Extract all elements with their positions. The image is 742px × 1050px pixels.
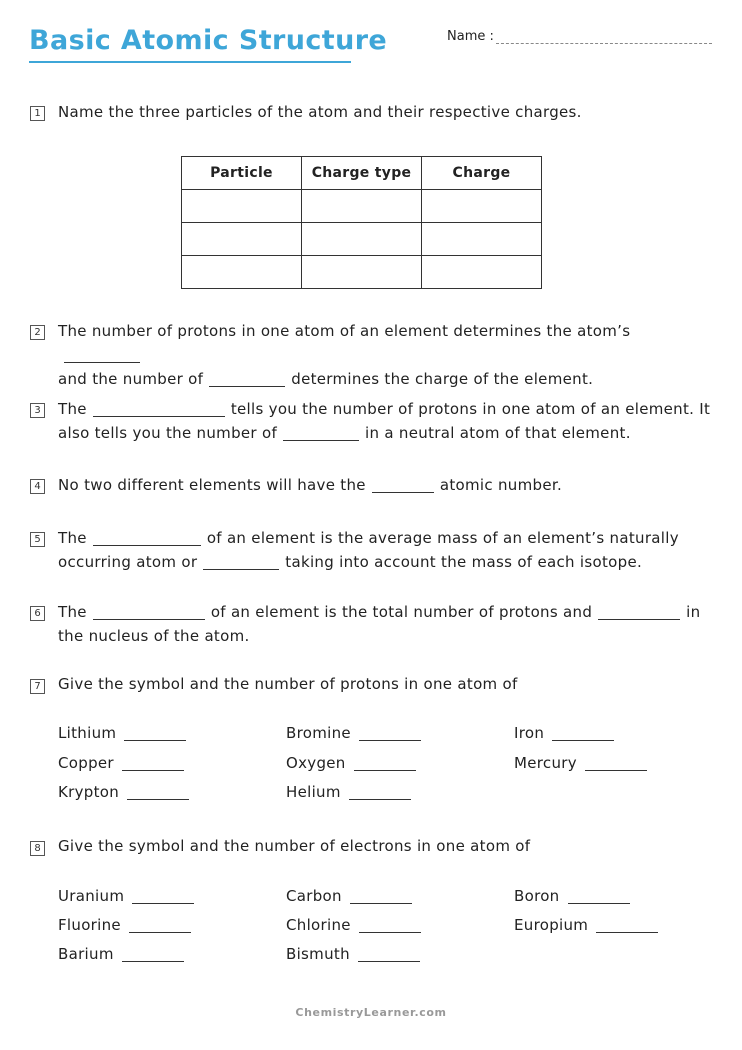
- name-field[interactable]: [496, 43, 712, 44]
- q6-line1-a: The: [58, 603, 87, 621]
- q6-line2-a: the nucleus of the atom.: [58, 627, 250, 645]
- element-name: Lithium: [58, 724, 117, 742]
- q5-line1-a: The: [58, 529, 87, 547]
- question-number-3: 3: [30, 403, 45, 418]
- q8-element-fluorine: [58, 915, 197, 935]
- element-name: Oxygen: [286, 754, 346, 772]
- table-cell[interactable]: [182, 190, 302, 223]
- question-1-text: Name the three particles of the atom and their respective charges.: [58, 103, 582, 121]
- answer-blank[interactable]: [350, 887, 412, 904]
- answer-blank[interactable]: [359, 724, 421, 741]
- q2-blank-2[interactable]: [209, 370, 285, 387]
- table-cell[interactable]: [182, 223, 302, 256]
- element-name: Europium: [514, 916, 589, 934]
- q8-element-boron: [514, 886, 636, 906]
- header-charge: Charge: [422, 157, 542, 190]
- q5-line2-a: occurring atom or: [58, 553, 198, 571]
- table-cell[interactable]: [422, 190, 542, 223]
- table-cell[interactable]: [302, 223, 422, 256]
- element-name: Bromine: [286, 724, 351, 742]
- element-name: Bismuth: [286, 945, 350, 963]
- header-particle: Particle: [182, 157, 302, 190]
- q2-line1-a: The number of protons in one atom of an element determines the atom’s: [58, 322, 631, 340]
- answer-blank[interactable]: [358, 945, 420, 962]
- element-name: Copper: [58, 754, 114, 772]
- question-6-text: [58, 600, 713, 648]
- element-name: Helium: [286, 783, 341, 801]
- element-name: Fluorine: [58, 916, 121, 934]
- q2-line2-b: determines the charge of the element.: [291, 370, 594, 388]
- q7-element-bromine: [286, 723, 427, 743]
- question-2-text: [58, 319, 713, 391]
- table-cell[interactable]: [302, 256, 422, 289]
- q3-line1-a: The: [58, 400, 87, 418]
- q3-blank-1[interactable]: [93, 400, 225, 417]
- q8-element-chlorine: [286, 915, 427, 935]
- question-number-8: 8: [30, 841, 45, 856]
- q8-element-bismuth: [286, 944, 426, 964]
- q4-line1-a: No two different elements will have the: [58, 476, 366, 494]
- q7-element-helium: [286, 782, 417, 802]
- question-number-1: 1: [30, 106, 45, 121]
- q8-element-carbon: [286, 886, 418, 906]
- name-label: Name :: [447, 29, 494, 44]
- q5-blank-1[interactable]: [93, 529, 201, 546]
- footer-credit: ChemistryLearner.com: [295, 1006, 447, 1019]
- question-number-7: 7: [30, 679, 45, 694]
- question-number-6: 6: [30, 606, 45, 621]
- element-name: Boron: [514, 887, 560, 905]
- q5-line1-b: of an element is the average mass of an element’s naturally: [206, 529, 679, 547]
- q7-element-iron: [514, 723, 620, 743]
- element-name: Barium: [58, 945, 114, 963]
- question-8-text: Give the symbol and the number of electrons in one atom of: [58, 837, 531, 855]
- worksheet-title: Basic Atomic Structure: [29, 25, 388, 56]
- q6-line1-b: of an element is the total number of protons and: [210, 603, 593, 621]
- q3-line2-a: also tells you the number of: [58, 424, 278, 442]
- table-cell[interactable]: [422, 223, 542, 256]
- q2-line2-a: and the number of: [58, 370, 204, 388]
- table-header-row: [182, 157, 542, 190]
- element-name: Iron: [514, 724, 545, 742]
- q5-line2-b: taking into account the mass of each isotope.: [285, 553, 643, 571]
- q8-element-uranium: [58, 886, 200, 906]
- answer-blank[interactable]: [124, 724, 186, 741]
- q7-element-mercury: [514, 753, 653, 773]
- table-row: [182, 223, 542, 256]
- q5-blank-2[interactable]: [203, 553, 279, 570]
- q8-element-barium: [58, 944, 190, 964]
- question-5-text: [58, 526, 713, 574]
- answer-blank[interactable]: [552, 724, 614, 741]
- answer-blank[interactable]: [122, 945, 184, 962]
- answer-blank[interactable]: [354, 754, 416, 771]
- answer-blank[interactable]: [359, 916, 421, 933]
- table-cell[interactable]: [302, 190, 422, 223]
- particles-table: [181, 156, 542, 289]
- q4-line1-b: atomic number.: [439, 476, 563, 494]
- question-3-text: [58, 397, 713, 445]
- q6-blank-1[interactable]: [93, 603, 205, 620]
- answer-blank[interactable]: [129, 916, 191, 933]
- q6-line1-c: in: [686, 603, 701, 621]
- answer-blank[interactable]: [585, 754, 647, 771]
- title-underline: [29, 61, 351, 63]
- element-name: Carbon: [286, 887, 342, 905]
- table-row: [182, 256, 542, 289]
- answer-blank[interactable]: [349, 783, 411, 800]
- element-name: Uranium: [58, 887, 125, 905]
- q7-element-oxygen: [286, 753, 422, 773]
- header-charge-type: Charge type: [302, 157, 422, 190]
- q2-blank-1[interactable]: [64, 346, 140, 363]
- answer-blank[interactable]: [122, 754, 184, 771]
- q6-blank-2[interactable]: [598, 603, 680, 620]
- element-name: Chlorine: [286, 916, 351, 934]
- q7-element-lithium: [58, 723, 192, 743]
- answer-blank[interactable]: [127, 783, 189, 800]
- table-row: [182, 190, 542, 223]
- question-number-5: 5: [30, 532, 45, 547]
- table-cell[interactable]: [422, 256, 542, 289]
- answer-blank[interactable]: [132, 887, 194, 904]
- element-name: Krypton: [58, 783, 120, 801]
- question-7-text: Give the symbol and the number of protons in one atom of: [58, 675, 518, 693]
- q3-line2-b: in a neutral atom of that element.: [365, 424, 631, 442]
- table-cell[interactable]: [182, 256, 302, 289]
- answer-blank[interactable]: [596, 916, 658, 933]
- q7-element-krypton: [58, 782, 195, 802]
- question-4-text: [58, 473, 713, 497]
- element-name: Mercury: [514, 754, 577, 772]
- question-number-2: 2: [30, 325, 45, 340]
- answer-blank[interactable]: [568, 887, 630, 904]
- q3-blank-2[interactable]: [283, 424, 359, 441]
- q3-line1-b: tells you the number of protons in one atom of an element. It: [230, 400, 711, 418]
- q4-blank-1[interactable]: [372, 476, 434, 493]
- q8-element-europium: [514, 915, 664, 935]
- question-number-4: 4: [30, 479, 45, 494]
- q7-element-copper: [58, 753, 190, 773]
